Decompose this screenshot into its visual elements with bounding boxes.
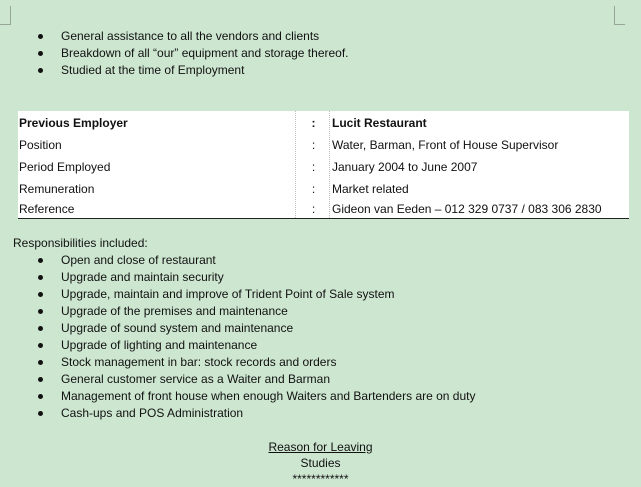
duties-bullet-list (36, 28, 349, 79)
table-row (18, 199, 629, 218)
row-value: January 2004 to June 2007 (332, 160, 478, 174)
row-label: Reference (19, 201, 75, 216)
employment-details-table (18, 111, 629, 219)
row-label: Position (19, 138, 62, 152)
row-colon: : (311, 201, 316, 216)
responsibilities-heading: Responsibilities included: (13, 236, 148, 250)
row-value: Market related (332, 181, 409, 196)
row-label: Previous Employer (19, 115, 128, 130)
list-item: Upgrade of lighting and maintenance (36, 337, 475, 354)
reason-value: Studies (300, 456, 341, 470)
table-row (18, 156, 629, 178)
list-item: Open and close of restaurant (36, 252, 475, 269)
reason-for-leaving-section (0, 439, 641, 487)
responsibilities-bullet-list (36, 252, 475, 422)
row-value: Lucit Restaurant (332, 115, 427, 130)
list-item: Upgrade and maintain security (36, 269, 475, 286)
row-colon: : (311, 138, 316, 152)
list-item: Cash-ups and POS Administration (36, 405, 475, 422)
row-colon: : (311, 181, 316, 196)
list-item: Upgrade, maintain and improve of Trident Point of Sale system (36, 286, 475, 303)
row-label: Remuneration (19, 181, 95, 196)
row-value: Water, Barman, Front of House Supervisor (332, 138, 559, 152)
row-colon: : (311, 160, 316, 174)
list-item: Upgrade of sound system and maintenance (36, 320, 475, 337)
list-item: Breakdown of all “our” equipment and storage thereof. (36, 45, 349, 62)
table-row (18, 178, 629, 199)
list-item: Stock management in bar: stock records and orders (36, 354, 475, 371)
list-item: Studied at the time of Employment (36, 62, 349, 79)
reason-heading: Reason for Leaving (268, 440, 373, 454)
list-item: Upgrade of the premises and maintenance (36, 303, 475, 320)
list-item: Management of front house when enough Waiters and Bartenders are on duty (36, 388, 475, 405)
table-row (18, 111, 629, 134)
page-margin-corner-right (614, 6, 625, 25)
section-divider: ************ (292, 472, 349, 486)
page-margin-corner-left (0, 6, 11, 25)
list-item: General assistance to all the vendors and clients (36, 28, 349, 45)
list-item: General customer service as a Waiter and Barman (36, 371, 475, 388)
row-label: Period Employed (19, 160, 111, 174)
row-colon: : (311, 115, 316, 130)
row-value: Gideon van Eeden – 012 329 0737 / 083 306 2830 (332, 201, 602, 216)
table-row (18, 134, 629, 156)
